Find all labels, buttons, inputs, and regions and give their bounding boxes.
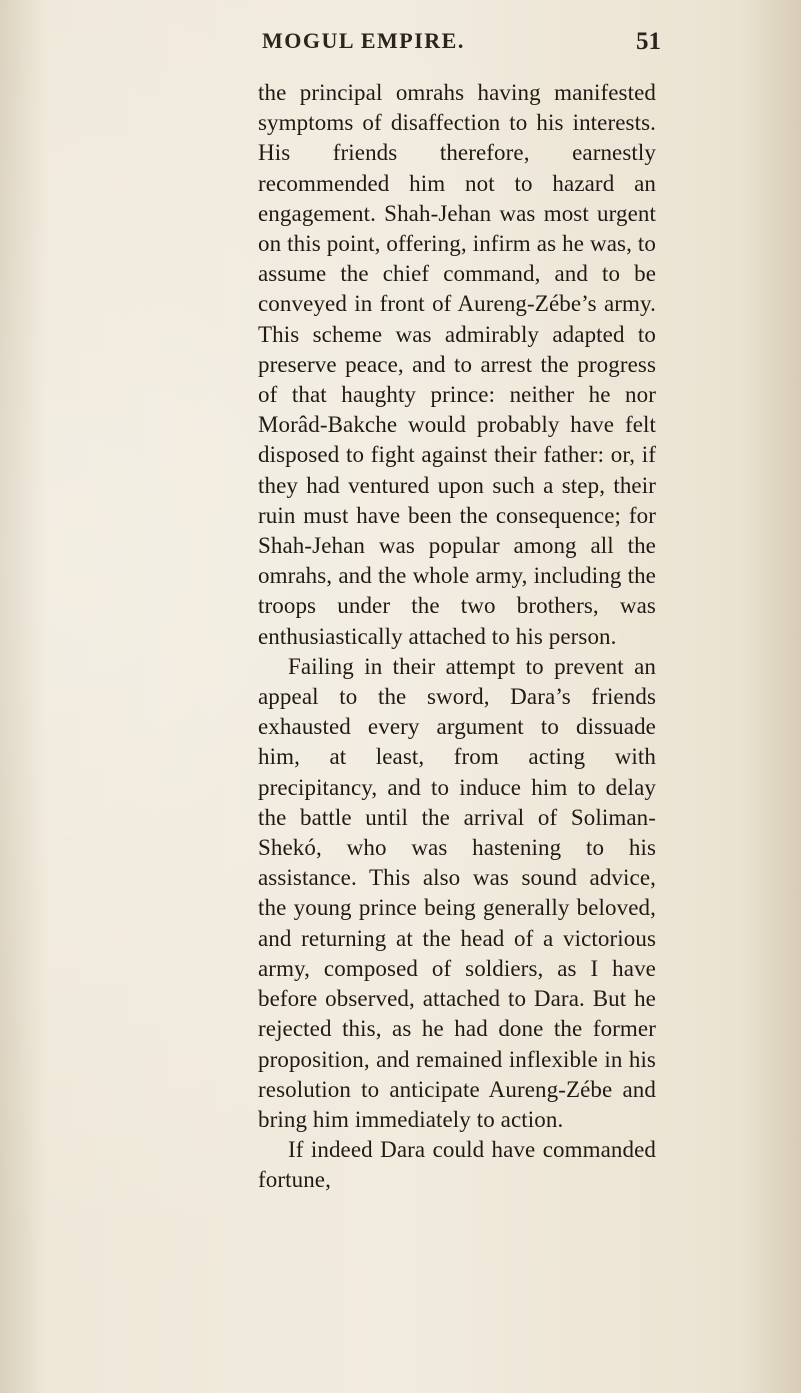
page-number: 51 [636, 28, 661, 55]
page-header [262, 28, 661, 58]
running-head: MOGUL EMPIRE. [262, 28, 465, 53]
paragraph-1: the principal omrahs having manifested symptoms of disaffection to his interests. His friends therefore, earnestly recommended him not to hazard an engagement. Shah-Jehan was most urgent on this point, offering, infirm as he was, to assume the chief command, and to be conveyed in front of Aureng-Zébe’s army. This scheme was admirably adapted to preserve peace, and to arrest the progress of that haughty prince: neither he nor Morâd-Bakche would probably have felt disposed to fight against their father: or, if they had ventured upon such a step, their ruin must have been the consequence; for Shah-Jehan was popular among all the omrahs, and the whole army, including the troops under the two brothers, was enthusiastically attached to his person. [258, 80, 656, 649]
paragraph-3: If indeed Dara could have commanded fortune, [258, 1137, 656, 1193]
body-text [258, 78, 656, 1196]
paragraph-2: Failing in their attempt to prevent an appeal to the sword, Dara’s friends exhausted every argument to dissuade him, at least, from acting with precipitancy, and to induce him to delay the battle until the arrival of Soliman-Shekó, who was hastening to his assistance. This also was sound advice, the young prince being generally beloved, and returning at the head of a victorious army, composed of soldiers, as I have before observed, attached to Dara. But he rejected this, as he had done the former proposition, and remained inflexible in his resolution to anticipate Aureng-Zébe and bring him immediately to action. [258, 653, 656, 1132]
